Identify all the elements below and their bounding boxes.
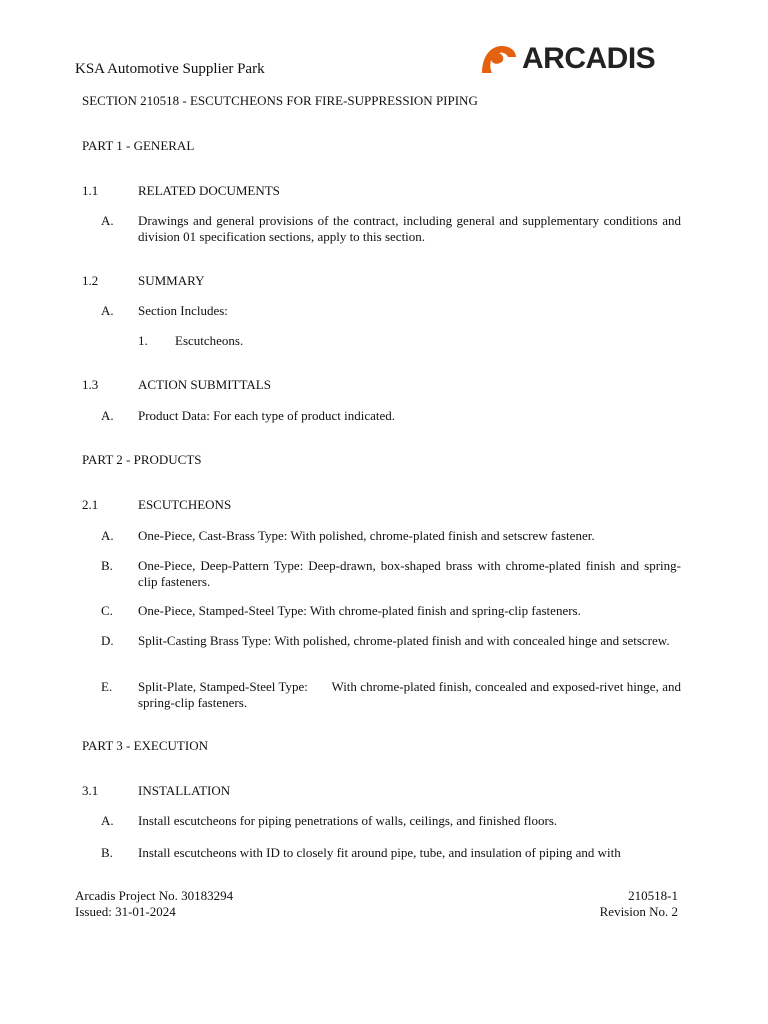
item-label: B. <box>101 558 113 573</box>
item-text: One-Piece, Deep-Pattern Type: Deep-drawn, box-shaped brass with chrome-plated finish and spring-clip fasteners. <box>138 558 681 589</box>
part-1-title: PART 1 - GENERAL <box>82 138 195 153</box>
logo-wordmark: ARCADIS <box>522 42 656 75</box>
subitem-label: 1. <box>138 333 148 348</box>
section-number: 1.3 <box>82 377 99 392</box>
section-title: SECTION 210518 - ESCUTCHEONS FOR FIRE-SUPPRESSION PIPING <box>82 93 478 108</box>
footer-project-number: Arcadis Project No. 30183294 <box>75 888 234 903</box>
item-label: A. <box>101 303 114 318</box>
item-text: Section Includes: <box>138 303 228 318</box>
item-text: Split-Casting Brass Type: With polished, chrome-plated finish and with concealed hinge and setscrew. <box>138 633 670 648</box>
section-heading: INSTALLATION <box>138 783 231 798</box>
item-label: E. <box>101 679 113 694</box>
section-heading: SUMMARY <box>138 273 205 288</box>
item-label: A. <box>101 408 114 423</box>
footer-page-id: 210518-1 <box>628 888 678 903</box>
item-text: Product Data: For each type of product indicated. <box>138 408 396 423</box>
section-number: 2.1 <box>82 497 99 512</box>
item-label: C. <box>101 603 113 618</box>
item-text: Split-Plate, Stamped-Steel Type: With chrome-plated finish, concealed and exposed-rivet hinge, and spring-clip fasteners. <box>138 679 685 710</box>
part-2-title: PART 2 - PRODUCTS <box>82 452 202 467</box>
subitem-text: Escutcheons. <box>175 333 244 348</box>
item-label: A. <box>101 528 114 543</box>
section-heading: ESCUTCHEONS <box>138 497 232 512</box>
item-label: A. <box>101 813 114 828</box>
section-heading: RELATED DOCUMENTS <box>138 183 280 198</box>
arcadis-logo <box>480 42 680 76</box>
section-heading: ACTION SUBMITTALS <box>138 377 271 392</box>
footer-issued-date: Issued: 31-01-2024 <box>75 904 176 919</box>
section-number: 1.1 <box>82 183 99 198</box>
item-text: Drawings and general provisions of the contract, including general and supplementary conditions and division 01 specification sections, apply to this section. <box>138 213 681 244</box>
section-number: 3.1 <box>82 783 99 798</box>
item-text: Install escutcheons with ID to closely fit around pipe, tube, and insulation of piping and with <box>138 845 621 860</box>
item-text: One-Piece, Cast-Brass Type: With polished, chrome-plated finish and setscrew fastener. <box>138 528 595 543</box>
item-label: D. <box>101 633 114 648</box>
footer-revision: Revision No. 2 <box>599 904 678 919</box>
item-label: B. <box>101 845 113 860</box>
arcadis-bird-icon <box>480 43 518 75</box>
project-name: KSA Automotive Supplier Park <box>75 61 265 77</box>
section-number: 1.2 <box>82 273 99 288</box>
item-label: A. <box>101 213 114 228</box>
item-text: One-Piece, Stamped-Steel Type: With chrome-plated finish and spring-clip fasteners. <box>138 603 581 618</box>
item-text: Install escutcheons for piping penetrations of walls, ceilings, and finished floors. <box>138 813 558 828</box>
part-3-title: PART 3 - EXECUTION <box>82 738 208 753</box>
